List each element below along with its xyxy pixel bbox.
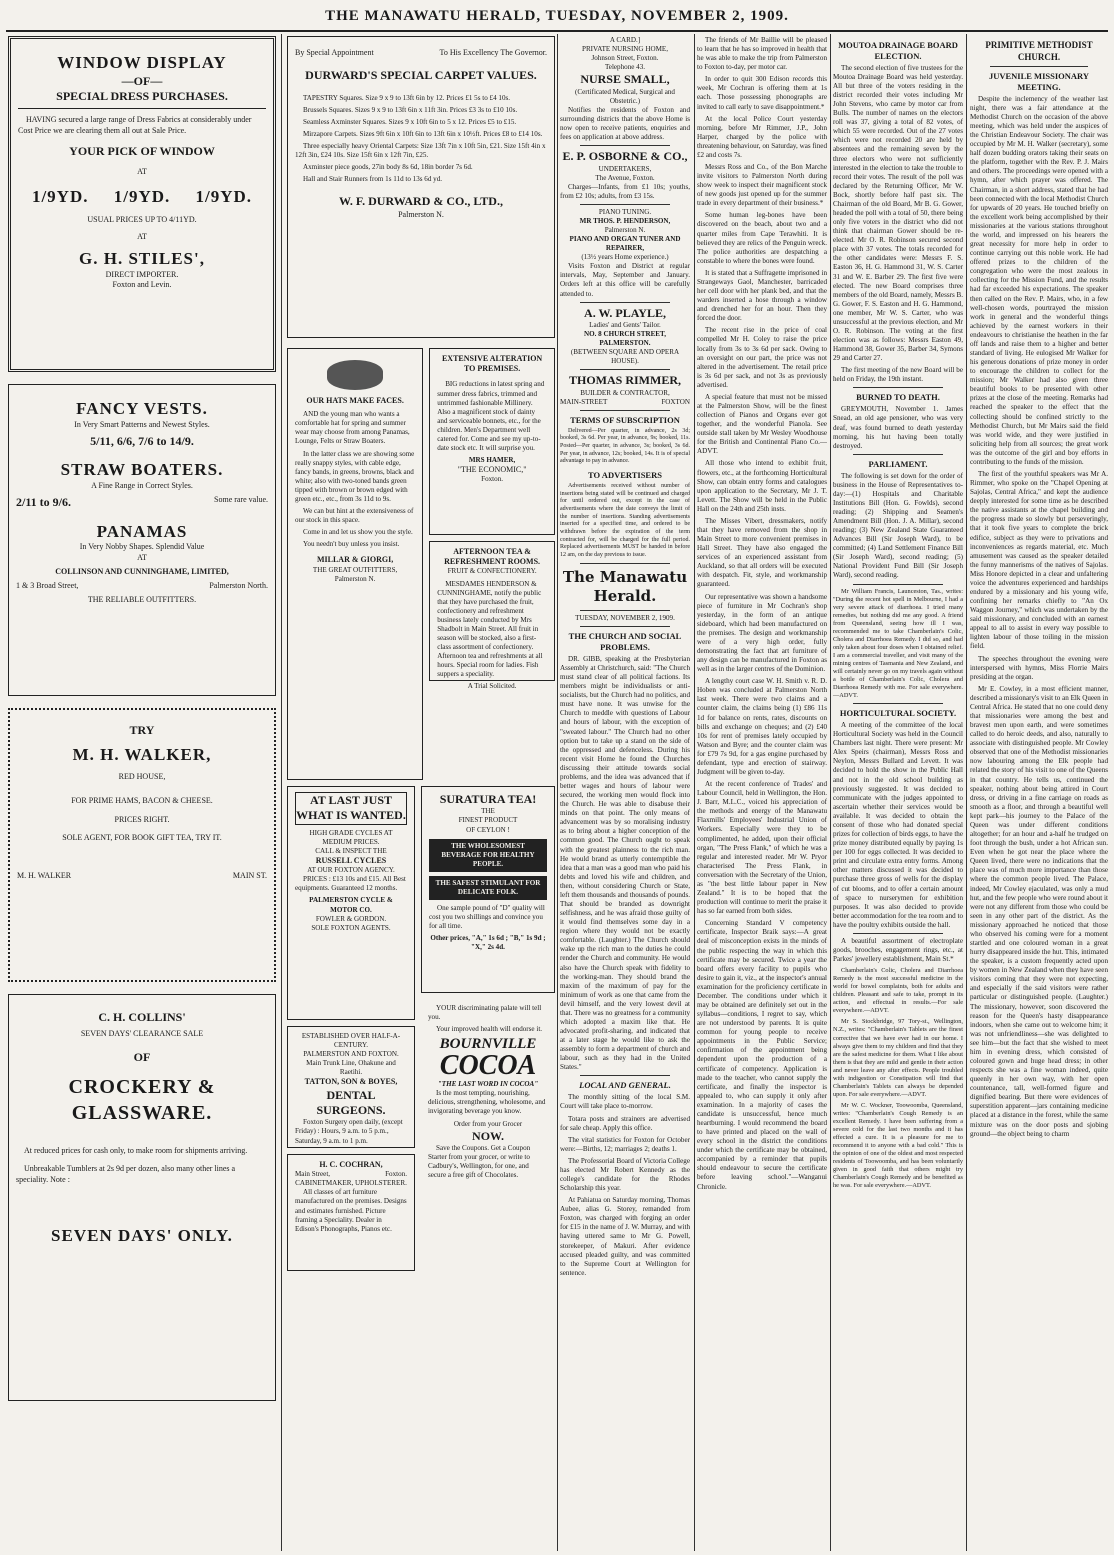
- ad-body: Come in and let us show you the style.: [303, 528, 413, 537]
- advertorial-paragraph: Chamberlain's Colic, Cholera and Diarrhoea Remedy is the most successful medicine in the world for bowel complaints, both for adults and children. Pleasant and safe to take, prompt in its action, and effectual in results.—For sale everywhere.—ADVT.: [833, 967, 963, 1015]
- ad-item: Hall and Stair Runners from 1s 11d to 13s 6d yd.: [303, 175, 443, 184]
- ad-title: STRAW BOATERS.: [60, 460, 224, 480]
- ad-text: OF: [133, 1049, 151, 1064]
- ad-banner: THE SAFEST STIMULANT FOR DELICATE FOLK.: [429, 876, 547, 900]
- ad-text: Johnson Street, Foxton.: [591, 54, 659, 63]
- ad-item: Axminster piece goods, 27in body 8s 6d, 18in border 7s 6d.: [303, 163, 473, 172]
- article-paragraph: The Misses Vibert, dressmakers, notify that they have removed from the shop in Main Street to more convenient premises in Hall Street. They have also engaged the services of an experienced assistant from Auckland, so that all orders will be executed with despatch. Fit, style, and workmanship guaranteed.: [697, 516, 827, 589]
- ad-text: Main Trunk Line, Ohakune and Raetihi.: [306, 1059, 396, 1077]
- ad-text: AT: [137, 552, 147, 562]
- advertorial-paragraph: Mr W. C. Wockner, Toowoomba, Queensland, writes: "Chamberlain's Cough Remedy is an excellent Remedy. I have been suffering from a severe cold for the last two months and it has effected a cure. It is a pleasure for me to recommend it to anyone with a bad cold." This is the opinion of one of the oldest and most respected residents of Toowoomba, and has been voluntarily given in good faith that others might try Chamberlain's Cough Remedy and be benefited as he was. For sale everywhere.—ADVT.: [833, 1101, 963, 1190]
- ad-text: YOUR PICK OF WINDOW: [69, 143, 215, 158]
- ad-firm: THOMAS RIMMER,: [569, 373, 681, 388]
- ad-collinson: [8, 384, 276, 696]
- ad-bournville-cocoa: [421, 999, 555, 1259]
- ad-text: Foxton.: [481, 475, 504, 484]
- ad-firm: H. C. COCHRAN,: [319, 1160, 383, 1169]
- ad-cochran: [287, 1154, 415, 1271]
- article-heading: MOUTOA DRAINAGE BOARD ELECTION.: [838, 40, 958, 61]
- ad-firm: G. H. STILES',: [79, 248, 205, 268]
- ad-text: Order from your Grocer: [453, 1119, 523, 1128]
- ad-walker: [8, 708, 276, 982]
- column-divider: [557, 34, 558, 1551]
- ad-firm: COLLINSON AND CUNNINGHAME, LIMITED,: [55, 566, 229, 576]
- ad-rimmer: [560, 373, 690, 407]
- article-paragraph: GREYMOUTH, November 1. James Snead, an old age pensioner, who was very deaf, was found burned to death yesterday morning, his hut having been totally destroyed.: [833, 405, 963, 450]
- column-1: [8, 36, 276, 1551]
- ad-tagline: "THE LAST WORD IN COCOA": [437, 1080, 539, 1089]
- ad-tea-rooms: [429, 541, 555, 691]
- article-paragraph: The friends of Mr Baillie will be pleased to learn that he has so improved in health that he was able to make the trip from Palmerston to Foxton to-day, per motor car.: [697, 36, 827, 72]
- ad-text: SOLE FOXTON AGENTS.: [311, 923, 391, 932]
- ad-text: USUAL PRICES UP TO 4/11YD.: [87, 215, 197, 225]
- ad-text: In Very Smart Patterns and Newest Styles.: [74, 419, 210, 429]
- article-paragraph: All those who intend to exhibit fruit, flowers, etc., at the forthcoming Horticultural Show, can obtain entry forms and catalogues upon application to the Secretary, Mr J. T. Levett. The Show will be held in the Public Hall on the 24th and 25th insts.: [697, 459, 827, 513]
- ad-text: AT: [137, 167, 147, 177]
- article-paragraph: The first meeting of the new Board will be held on Friday, the 19th instant.: [833, 366, 963, 384]
- article-subheading: JUVENILE MISSIONARY MEETING.: [988, 71, 1090, 92]
- ad-text: MAIN-STREET: [560, 397, 608, 406]
- ad-text: THE RELIABLE OUTFITTERS.: [87, 595, 197, 605]
- ad-subtitle: SPECIAL DRESS PURCHASES.: [18, 89, 266, 109]
- ad-body: In the latter class we are showing some really snappy styles, with cable edge, fancy bands, in greens, browns, black and white; also with two-toned bands green tipped with brown or brown edged with green etc., etc., from 3s 11d to 9s.: [295, 449, 415, 503]
- ad-body: Save the Coupons. Get a Coupon Starter from your grocer, or write to Cadbury's, Wellington, for one, and secure a free gift of Chocolates.: [428, 1143, 531, 1180]
- ad-firm: C. H. COLLINS': [98, 1010, 186, 1024]
- masthead-rule: [6, 30, 1108, 32]
- ad-text: BUILDER & CONTRACTOR,: [580, 388, 670, 397]
- column-2: [287, 36, 555, 1551]
- ad-text: PIANO AND ORGAN TUNER AND REPAIRER,: [569, 235, 681, 253]
- ad-stiles: [8, 36, 276, 372]
- ad-item: Seamless Axminster Squares. Sizes 9 x 10ft 6in to 5 x 12. Prices £5 to £15.: [303, 117, 517, 126]
- ad-title: PIANO TUNING.: [598, 207, 652, 216]
- ad-title: PANAMAS: [96, 521, 188, 541]
- ad-text: RED HOUSE,: [118, 772, 166, 782]
- article-paragraph: Totara posts and strainers are advertised for sale cheap. Apply this office.: [560, 1114, 690, 1132]
- ad-text: SOLE AGENT, FOR BOOK GIFT TEA, TRY IT.: [62, 832, 222, 842]
- ad-text: 1 & 3 Broad Street,: [16, 581, 79, 591]
- ad-body: HAVING secured a large range of Dress Fabrics at considerably under Cost Price we are clearing them all out at Sale Price.: [18, 115, 252, 135]
- column-divider: [694, 34, 695, 1551]
- ad-dental: [287, 1026, 415, 1148]
- ad-text: To His Excellency The Governor.: [439, 48, 547, 57]
- ad-osborne: [560, 149, 690, 183]
- ad-text: FOR PRIME HAMS, BACON & CHEESE.: [71, 796, 213, 806]
- article-paragraph: Mr E. Cowley, in a most efficient manner, described a missionary's visit to an Elk Queen in Central Africa. He stated that no one could deny that missionaries were among the best and bravest men upon earth, and were sometimes called to do heroic deeds, and also, naturally to associate with distinguished people. Mr Cowley observed that one of the Methodist missionaries now labouring among the Elk people had related the story of his visit to one of the Queens in that country. He tells us, continued the speaker, nothing about being attired in Court dress, or driving in a fine carriage on roads as smooth as a floor, and through a beautiful well kept park—his journey to the Palace of the Queen was under different conditions altogether; for an hour and a-half he trudged on foot through the bush, under a hot African sun. Even when he got near the place where the Queen lived, there were no indications that the place was of much more importance than those where the common people lived. The Palace, indeed, Mr Cowley ejaculated, was only a mud hut, and the few people who were round about it were not any different from those who could be seen in any other part of the district. As the missionary approached he noticed that those who observed his coming were for a moment startled and one coloured woman in a great hurry disappeared inside the hut. This, intimated the speaker, is a custom frequently acted upon by women in New Zealand when they have seen visitors coming that they were not expecting, and especially if the said visitors were rather particular or distinguished people. (Laughter.) The missionary, however, soon discovered the reason for the Queen's hasty disappearance indoors, when she came out to welcome him; it was not unfriendliness—she was delighted to see him—but the fact that she wished to meet him in evening dress, which consisted of coloured gown and huge head dress; in other respects she was a fine woman indeed, quite queenly in her own way, with her open countenance, tall, well-formed figure and dignified bearing. But there were evidences of superstition apparent—jars containing medicine placed at a distance in the forest, while the same mixture was on the door posts and sjobing ground—the object being to charm: [970, 684, 1109, 1138]
- dateline: TUESDAY, NOVEMBER 2, 1909.: [575, 614, 675, 623]
- ad-text: Foxton and Levin.: [112, 279, 172, 289]
- article-paragraph: Concerning Standard V competency certificate, Inspector Braik says:—A great deal of misconception exists in the minds of the public respecting the way in which this certificate may be secured. Twice a year the board offers every facility to pupils who desire to gain it, viz., at the inspector's annual examination for the proficiency certificate in December. The conditions under which it may be obtained are definitely set out in the syllabus—conditions, I regret to say, which are not understood by parents. It is quite common for young people to receive appointments in the Public Service; confirmation of the appointment being dependent upon the production of a certificate of competency. Application is made to the teacher, who cannot supply the certificate, and finally the inspector is appealed to, who can supply it only after examination. In a majority of cases the candidate is unsuccessful, hence much heartburning. I would recommend the board to have printed and placed on the wall of every school in the district the conditions under which the certificate may be obtained, accompanied by a reminder that pupils should endeavour to secure the certificate before leaving school."—Wanganui Chronicle.: [697, 919, 827, 1191]
- ad-body: Notifies the residents of Foxton and surrounding districts that the above Home is now open to receive patients, enquiries and fees on application at above address.: [560, 105, 690, 142]
- ad-text: The Avenue, Foxton.: [595, 173, 655, 182]
- article-paragraph: A special feature that must not be missed at the Palmerston Show, will be the finest collection of Pianos and Organs ever got together, and the wonderful Pianola. See outside stall taken by Mr Wesley Woodhouse for the British and Continental Piano Co.—ADVT.: [697, 392, 827, 456]
- ad-item: Brussels Squares. Sizes 9 x 9 to 13ft 6in x 11ft 3in. Prices £3 3s to £10 10s.: [303, 105, 518, 114]
- advertorial-paragraph: Mr S. Stockbridge, 97 Tory-st., Wellington, N.Z., writes: "Chamberlain's Tablets are the finest corrective that we have ever had in our home. I always give them to my children and find that they are the safest medicine for them. What I like about them is that they are mild and gentle in their action and never leave any after effects. People troubled with indigestion or Constipation will find that Chamberlain's Tablets can always be depended upon. For sale everywhere.—ADVT.: [833, 1018, 963, 1098]
- ad-text: NO. 8 CHURCH STREET, PALMERSTON.: [583, 330, 667, 348]
- ad-hamer: [429, 348, 555, 535]
- ad-title: EXTENSIVE ALTERATION TO PREMISES.: [441, 354, 543, 374]
- ad-text: Palmerston N.: [398, 209, 444, 219]
- column-5: [833, 36, 963, 1551]
- article-paragraph: At Pahiatua on Saturday morning, Thomas Aubee, alias G. Storey, remanded from Foxton, was charged with forging an order for £15 in the name of J. W. Murray, and with having uttered same to Mr G. Powell, storekeeper, of Makuri. After evidence accused pleaded guilty, and was committed to the Supreme Court at Wellington for sentence.: [560, 1196, 690, 1277]
- ad-firm: M. H. WALKER,: [72, 745, 212, 765]
- ad-body: Is the most tempting, nourishing, delicious, strengthening, wholesome, and invigorating beverage you know.: [428, 1089, 546, 1116]
- article-paragraph: A meeting of the committee of the local Horticultural Society was held in the Council Chambers last night. There were present: Mr Alex Speirs (chairman), Messrs Ross and Neylon, Messrs Bullard and Levett. It was decided to hold the show in the Public Hall and not in the old school building as previously suggested. It was decided to communicate with the judges appointed to ascertain whether their services would be available. It was decided to obtain the consent of those who had donated special prizes for collection of birds eggs, to have the prize money distributed equally by paying 1s per 100 for eggs collected. It was decided to print and circulate extra entry forms. Among other matters discussed it was decided to purchase three gross of wells for the display of cut blooms, and to offer a certain amount of space to nurserymen for exhibition purposes. It was also decided to provide better accommodation for the tea room and to have the poultry exhibits outside the hall.: [833, 721, 963, 929]
- article-paragraph: At the local Police Court yesterday morning, before Mr Rimmer, J.P., John Harper, charged by the police with threatening behaviour, on Saturday, was fined £2 and costs 7s.: [697, 114, 827, 159]
- article-heading: BURNED TO DEATH.: [856, 392, 940, 403]
- ad-text: AT OUR FOXTON AGENCY.: [307, 866, 395, 875]
- ad-body: PRICES : £13 10s and £15. All Best equipments. Guaranteed 12 months.: [295, 875, 406, 893]
- ad-durward: [287, 36, 555, 338]
- article-paragraph: Messrs Ross and Co., of the Bon Marche invite visitors to Palmerston North during show week to inspect their magnificent stock of new goods just opened up for the summer trade in every department of their business.*: [697, 163, 827, 208]
- article-heading: LOCAL AND GENERAL.: [579, 1080, 671, 1091]
- ad-text: FRUIT & CONFECTIONERY.: [447, 567, 537, 576]
- column-divider: [966, 34, 967, 1551]
- ad-text: (Certificated Medical, Surgical and Obstetric.): [575, 87, 675, 105]
- ad-nursing-home: [560, 36, 690, 106]
- ad-item: Three especially heavy Oriental Carpets: Size 13ft 7in x 10ft 5in, £21. Size 15ft 4in x 12ft 3in, £24 10s. Size 15ft 6in x 12ft 7in, £25.: [295, 141, 546, 159]
- ad-palmerston-cycle: [287, 786, 415, 1020]
- article-heading: PARLIAMENT.: [868, 458, 928, 469]
- ad-text: A Trial Solicited.: [467, 682, 517, 691]
- cocoa-logo-bottom: COCOA: [439, 1050, 537, 1082]
- column-4: [697, 36, 827, 1551]
- ad-item: TAPESTRY Squares. Size 9 x 9 to 13ft 6in by 12. Prices £1 5s to £4 10s.: [303, 93, 511, 102]
- ad-text: Some rare value.: [214, 495, 268, 505]
- article-heading: THE CHURCH AND SOCIAL PROBLEMS.: [568, 631, 682, 653]
- ad-text: UNDERTAKERS,: [598, 164, 652, 173]
- ad-text: Palmerston North.: [209, 581, 268, 591]
- ad-title: WINDOW DISPLAY: [57, 53, 227, 72]
- article-paragraph: The monthly sitting of the local S.M. Court will take place to-morrow.: [560, 1093, 690, 1111]
- ad-text: RUSSELL CYCLES: [315, 855, 387, 865]
- ad-title: SURATURA TEA!: [439, 792, 537, 806]
- ad-title: DURWARD'S SPECIAL CARPET VALUES.: [305, 68, 537, 83]
- column-6: [970, 36, 1108, 1551]
- ad-text: M. H. WALKER: [17, 871, 72, 881]
- article-paragraph: The recent rise in the price of coal compelled Mr H. Coley to raise the price locally from 3s to 3s 6d per sack. Owing to an oversight on our part, the price was not altered in the advertisement. The retail price is 3s 6d per sack, and not 3s as previously advertised.: [697, 326, 827, 389]
- article-paragraph: In order to quit 300 Edison records this week, Mr Cochran is offering them at 1s each. Those possessing phonographs are invited to call early to save disappointment.*: [697, 75, 827, 111]
- article-paragraph: Some human leg-bones have been discovered on the beach, about two and a quarter miles from Cape Terawhiti. It is believed they are relics of the Penguin wreck. The police authorities are despatching a constable to where the bones were found.: [697, 211, 827, 265]
- ad-text: Telephone 43.: [604, 63, 646, 72]
- newspaper-nameplate: The Manawatu Herald.: [562, 567, 688, 605]
- ad-text: NOW.: [472, 1128, 504, 1143]
- ad-firm: NURSE SMALL,: [580, 72, 670, 87]
- cocoa-logo-top: BOURNVILLE: [439, 1036, 537, 1053]
- article-paragraph: Despite the inclemency of the weather last night, there was a fair attendance at the Methodist Church on the occasion of the above meeting, which was held under the auspices of the Christian Endeavour Society. The chair was occupied by Mr M. H. Walker (secretary), some half dozen budding orators taking their seats on the platform, together with the Rev. P. J. Mairs and others. The proceedings were opened with a hymn, after which prayer was offered. The Chairman, in a short address, stated that he had been connected with the local Methodist Church for upwards of 20 years. He touched briefly on the excellent work being accomplished by their missionaries at the various stations throughout the world, and impressed on his hearers the great necessity for more help in order to continue carrying out this noble work. He had offered prizes to the children of the congregation who were the most zealous in collecting for the Mission Fund, and the results had far exceeded his expectations. The speaker then called on the Rev. P. Mairs, who, in a few well-chosen words, pourtrayed the mission work in general and the wonderful things achieved by the earnest workers in their endeavours to christianise the heathen in the far off lands and raise them to a higher and better standard of living. He eulogised Mr Walker for his generous donations of prize money in order to encourage the children to collect for the mission; Mr Walker had also given three beautiful books to be presented with other prizes at the close of the meeting. Remarks had reached the speaker to the effect that the collecting should be confined strictly to the Methodist Church, but Mr Mairs said the field was world wide, and they were justified in soliciting help from all sources; the great work was the outcome of the girl and boy efforts in contributing to the funds of the mission.: [970, 94, 1108, 466]
- ad-prices: 1/9YD. 1/9YD. 1/9YD.: [31, 186, 253, 206]
- column-divider: [830, 34, 831, 1551]
- ad-firm: PALMERSTON CYCLE & MOTOR CO.: [309, 896, 393, 914]
- article-paragraph: The vital statistics for Foxton for October were:—Births, 12; marriages 2; deaths 1.: [560, 1135, 690, 1153]
- ad-firm: A. W. PLAYLE,: [584, 305, 666, 320]
- hat-illustration: [327, 360, 383, 390]
- ad-text: PALMERSTON AND FOXTON.: [303, 1050, 399, 1059]
- ad-title: DENTAL SURGEONS.: [316, 1087, 386, 1117]
- article-paragraph: The second election of five trustees for the Moutoa Drainage Board was held yesterday. All but three of the voters residing in the district recorded their votes including Mr John Stevens, who came by motor car from Bulls. The number of names on the electors roll was 37, giving a total of 82 votes, of which 55 were recorded. Out of the 27 votes which were not recorded 20 are held by absentees and the remaining seven by the three electors who were not sufficiently interested in the election to take the trouble to record their votes. The result of the poll was declared by the Returning Officer, Mr W. Bock, shortly before half past six. The Chairman of the old Board, Mr B. G. Gower, headed the poll with a total of 50, there being only five voters in the district who did not think that chairman Gower should be re-elected. Mr O. R. Robinson secured second place with 37 votes. The totals recorded for the other candidates were: Messrs F. S. Easton 36, H. G. Hammond 31, W. S. Carter 31 and W. E. Barber 29. The first five were elected. The new Board comprises three members of the old Board, namely, Messrs B. G. Gower, F. S. Easton and H. G. Hammond, one member, Mr W. S. Carter, who was unsuccessful at the previous election, and Mr O. R. Robinson. The voting at the first election was as follows: Messrs Easton 49, Hammond 38, Gower 35, Barber 34, Symons 29 and Carter 27.: [833, 63, 964, 363]
- article-heading: HORTICULTURAL SOCIETY.: [839, 708, 957, 719]
- ad-body: Foxton Surgery open daily, (except Friday) : Hours, 9 a.m. to 5 p.m., Saturday, 9 a.m. to 1 p.m.: [295, 1118, 403, 1145]
- ad-text: ESTABLISHED OVER HALF-A-CENTURY.: [301, 1032, 401, 1050]
- ad-item: Mirzapore Carpets. Sizes 9ft 6in x 10ft 6in to 13ft 6in x 10½ft. Prices £8 to £14 10s.: [303, 129, 543, 138]
- ad-firm: MILLAR & GIORGI,: [316, 555, 394, 565]
- ad-text: Palmerston N.: [334, 574, 376, 583]
- ad-body: Charges—Infants, from £1 10s; youths, from £2 10s; adults, from £3 15s.: [560, 182, 690, 200]
- ad-piano-tuning: [560, 208, 690, 262]
- article-paragraph: A beautiful assortment of electroplate goods, brooches, engagement rings, etc., at Parkes' jewellery establishment, Main St.*: [833, 936, 963, 964]
- ad-text: A CARD.]: [609, 36, 641, 44]
- ad-firm: W. F. DURWARD & CO., LTD.,: [339, 194, 503, 209]
- ad-body: YOUR discriminating palate will tell you.: [428, 1004, 542, 1022]
- article-paragraph: At the recent conference of Trades' and Labour Council, held in Wellington, the Hon. J. Barr, M.L.C., voiced his appreciation of the methods and energy of the Manawatu Flaxmills' Employees' Industrial Union of Workers. Especially were they to be complimented, he added, upon their official organ, "The Press Flank," of which he was a regular and interested reader. Mr W. Pryor characterised The Press Flank, in conversation with the Secretary of the Union, as "the best little labour paper in New Zealand." It is to be hoped that the production will continue to merit the praise it has so far earned from both sides.: [697, 780, 827, 916]
- ad-text: TRY: [129, 723, 155, 737]
- ad-text: Main Street,: [295, 1170, 331, 1179]
- column-divider: [281, 34, 282, 1551]
- ad-text: —OF—: [121, 73, 163, 88]
- ad-text: PRICES RIGHT.: [114, 814, 170, 824]
- ad-title: AFTERNOON TEA & REFRESHMENT ROOMS.: [444, 547, 541, 567]
- article-paragraph: It is stated that a Suffragette imprisoned in Strangeways Gaol, Manchester, barricaded her cell door with her plank bed, and that the warders inserted a hose through a window and drenched her for an hour. Then they forced the door.: [697, 268, 827, 323]
- ad-text: (13½ years Home experience.): [581, 253, 669, 262]
- article-paragraph: The Professorial Board of Victoria College has elected Mr Robert Kennedy as the college's candidate for the Rhodes Scholarship this year.: [560, 1156, 690, 1193]
- ad-text: CALL & INSPECT THE: [315, 846, 387, 855]
- ad-text: AT: [137, 231, 147, 241]
- column-3: [560, 36, 690, 1551]
- ad-body: MESDAMES HENDERSON & CUNNINGHAME, notify the public that they have purchased the fruit, confectionery and refreshment business lately conducted by Mrs Shadbolt in Main Street. All fruit in season will be stocked, also a first-class assortment of confectionery. Afternoon tea and refreshments at all hours. Special room for ladies. Fish suppers a speciality.: [437, 579, 543, 679]
- article-paragraph: A lengthy court case W. H. Smith v. R. D. Hoben was concluded at Palmerston North last week. There were two claims and a counter claim, the claims being (1) £86 11s 1d for balance on rents, rates, discounts on bills and exchange on cheques; and (2) £40 10s for rent of premises lately occupied by Watson and Byre; and the counter claim was for £79 7s 9d, for a gas engine purchased by defendant, type and erection of stairway. Judgment will be given to-day.: [697, 677, 827, 777]
- ad-title: FANCY VESTS.: [76, 399, 208, 418]
- ad-text: THE GREAT OUTFITTERS,: [312, 565, 398, 574]
- ad-title: AT LAST JUST WHAT IS WANTED.: [295, 792, 407, 825]
- ad-text: A Fine Range in Correct Styles.: [91, 481, 193, 491]
- ad-collins: [8, 994, 276, 1401]
- ad-text: "THE ECONOMIC,": [457, 465, 527, 475]
- ad-prices: Other prices, "A," 1s 6d ; "B," 1s 9d ; "X," 2s 4d.: [430, 934, 546, 952]
- ad-body: Unbreakable Tumblers at 2s 9d per dozen, also many other lines a speciality. Note :: [16, 1164, 236, 1184]
- ad-text: HIGH GRADE CYCLES AT MEDIUM PRICES.: [309, 828, 393, 846]
- ad-body: BIG reductions in latest spring and summer dress fabrics, trimmed and untrimmed fashionable Millinery. Also a magnificent stock of dainty and serviceable bonnets, etc., for the children. Men's Department well catered for. Come and see my up-to-date stock etc. It will surprise you.: [437, 380, 545, 453]
- ad-body: All classes of art furniture manufactured on the premises. Designs and estimates furnished. Picture framing a Speciality. Dealer in Edison's Phonographs, Pianos etc.: [295, 1188, 407, 1233]
- ad-prices: 5/11, 6/6, 7/6 to 14/9.: [90, 433, 194, 448]
- ad-firm: TATTON, SON & BOYES,: [304, 1077, 398, 1087]
- ad-text: Palmerston N.: [604, 225, 646, 234]
- ad-body: Visits Foxton and District at regular intervals, May, September and January. Orders left at this office will be carefully attended to.: [560, 262, 690, 298]
- notice-body: Advertisements received without number of insertions being stated will be continued and charged for until ordered out, except in the case of advertisements where the date conveys the limit of the number of insertions. Standing advertisements inserted for a specified time, and ordered to be withdrawn before the expiration of the term contracted for, will be charged for the full period. Replaced advertisements MUST be handed in before 12 am, on the day previous to issue.: [560, 482, 690, 559]
- ad-title: CROCKERY & GLASSWARE.: [68, 1075, 216, 1124]
- ad-body: Your improved health will endorse it.: [436, 1025, 543, 1034]
- ad-millar-giorgi: [287, 348, 423, 780]
- ad-text: (BETWEEN SQUARE AND OPERA HOUSE).: [570, 348, 680, 366]
- ad-prices: 2/11 to 9/6.: [16, 495, 72, 510]
- ad-text: FINEST PRODUCT: [458, 816, 518, 825]
- article-paragraph: The speeches throughout the evening were interspersed with hymns, Miss Florrie Mairs presiding at the organ.: [970, 654, 1108, 681]
- ad-body: AND the young man who wants a comfortable hat for spring and summer wear may choose from among Panamas, Lounge, Felts or Straw Boaters.: [295, 410, 410, 446]
- section-heading: TO ADVERTISERS: [588, 470, 662, 481]
- article-paragraph: DR. GIBB, speaking at the Presbyterian Assembly at Christchurch, said: "The Church must stand clear of all political factions. Its members might be individualists or anti-socialists, but the Church had no politics, and must have none. It was unwise for the Church to meddle with questions of Labour and hours of labour, with the exception of "sweated labour." The Church had no other option but to take up a stand on the side of the oppressed and defenceless. During his recent visit Home he found the Churches discussing their attitude towards social problems, and the idea was advanced that if better wages and hours of labour were secured, the working men would flock into the Church. He was able to disabuse their minds on that point. The only means of advancement was by so moralising industry as to bring about a higher conception of the common good. The Church ought to speak with the greatest plainness to the rich man. He would brand as utterly contemptible the idea that a man was a good man who paid his debts and loved his wife and children, and then, without considering Church or State, left them thousands and thousands of pounds. That should be branded as downright selfishness, and he was afraid those guilty of it would find themselves some day in a region where they would not be exactly comfortable. (Laughter.) The Church should wake up the rich man to the duties he could render the Church and community. He would also have the Church speak with fidelity to the working-man. They should brand the maxim of the maximum of pay for the minimum of work as one that came from the devil himself, and the very lowest devil at that. There was no greatness for a community which adopted a maxim like that. He advocated profit-sharing, and indicated that at a later stage he would like to ask the assembly to form a department of church and labour, such as they had in the United States.": [560, 654, 690, 1072]
- masthead: THE MANAWATU HERALD, TUESDAY, NOVEMBER 2, 1909.: [325, 8, 789, 24]
- section-heading: TERMS OF SUBSCRIPTION: [570, 414, 680, 425]
- ad-body: One sample pound of "D" quality will cost you two shillings and convince you for all time.: [429, 903, 545, 931]
- ad-text: In Very Nobby Shapes. Splendid Value: [79, 542, 205, 552]
- ad-title: PRIVATE NURSING HOME,: [582, 45, 668, 54]
- ad-text: By Special Appointment: [295, 48, 374, 57]
- notice-body: Delivered—Per quarter, in advance, 2s 3d; booked, 3s 6d. Per year, in advance, 9s; booked, 11s. Posted—Per quarter, in advance, 3s; booked, 3s 6d. Per year, in advance, 12s; booked, 14s. It is of special advantage to pay in advance.: [560, 427, 690, 465]
- ad-body: At reduced prices for cash only, to make room for shipments arriving.: [24, 1146, 248, 1156]
- ad-text: Foxton.: [385, 1170, 407, 1179]
- ad-text: OF CEYLON !: [466, 825, 510, 834]
- article-paragraph: The following is set down for the order of business in the House of Representatives to-day:—(1) Hospitals and Charitable Institutions Bill (Hon. G. Fowlds), second reading; (2) Shipping and Seamen's Amendment Bill (Hon. J. A. Millar), second reading; (3) New Zealand State Guaranteed Advances Bill (Sir Joseph Ward), to be committed; (4) Land Settlement Finance Bill (Sir Joseph Ward), second reading; (5) National Provident Fund Bill (Sir Joseph Ward), second reading.: [833, 471, 963, 580]
- article-paragraph: The first of the youthful speakers was Mr A. Rimmer, who spoke on the "Chapel Opening at Sajolas, Central Africa," and kept the audience deeply interested for some time as he described the native assistants at the chapel building and the progress made so slowly but perseveringly, that it took five years to complete the brick edifice, subject as they were to privations and inconveniences as regards material, etc. Much amusement was caused as the speaker detailed the funny mannerisms of the natives of Sajolas. Miss Honore depicted in a clear and unfaltering voice the adventures experienced and hardships endured by a missionary and his young wife, confining her remarks chiefly to "An Ox Waggon Journey," which was undertaken by the said missionary, and concluded with an earnest appeal to all to assist in every way possible to lighten labour of those toiling in the mission field.: [970, 469, 1108, 651]
- ad-text: Ladies' and Gents' Tailor.: [589, 320, 661, 329]
- advertorial-paragraph: Mr William Francis, Launceston, Tas., writes: "During the recent hot spell in Melbourne, I had a very severe attack of diarrhoea. I tried many remedies, but nothing did me any good. A friend from Queensland, seeing how ill I was, recommended me to take Chamberlain's Colic, Cholera and Diarrhoea Remedy. I did so, and had only taken about four doses when I obtained relief. I am a commercial traveller, and visit many of the mining centres of Tasmania and New Zealand, and will certainly never go on my travels again without a bottle of Chamberlain's Colic, Cholera and Diarrhoea Remedy with me. For sale everywhere.—ADVT.: [833, 587, 963, 700]
- ad-text: DIRECT IMPORTER.: [105, 269, 179, 279]
- ad-firm: E. P. OSBORNE & CO.,: [562, 149, 688, 164]
- ad-firm: MRS HAMER,: [468, 456, 516, 465]
- ad-text: FOXTON: [661, 397, 690, 406]
- ad-suratura: [421, 786, 555, 993]
- ad-body: We can but hint at the extensiveness of our stock in this space.: [295, 507, 414, 525]
- ad-firm: MR THOS. P. HENDERSON,: [579, 216, 671, 225]
- ad-text: CABINETMAKER, UPHOLSTERER.: [295, 1179, 407, 1188]
- article-paragraph: Our representative was shown a handsome piece of furniture in Mr Cochran's shop yesterday, in the form of an antique sideboard, which had been manufactured on the premises. The design and workmanship were of a very high order, fully demonstrating the fact that art furniture of any design can be manufactured in Foxton as well as in the larger centres of the Dominion.: [697, 592, 827, 674]
- ad-title: OUR HATS MAKE FACES.: [306, 396, 404, 405]
- ad-playle: [560, 306, 690, 367]
- ad-banner: THE WHOLESOMEST BEVERAGE FOR HEALTHY PEOPLE.: [429, 839, 547, 872]
- ad-text: SEVEN DAYS' CLEARANCE SALE: [80, 1029, 204, 1039]
- ad-body: You needn't buy unless you insist.: [303, 540, 400, 549]
- ad-text: FOWLER & GORDON.: [315, 914, 387, 923]
- ad-title: SEVEN DAYS' ONLY.: [51, 1225, 233, 1245]
- ad-text: MAIN ST.: [232, 871, 267, 881]
- article-heading: PRIMITIVE METHODIST CHURCH.: [985, 40, 1093, 62]
- ad-text: THE: [481, 807, 495, 816]
